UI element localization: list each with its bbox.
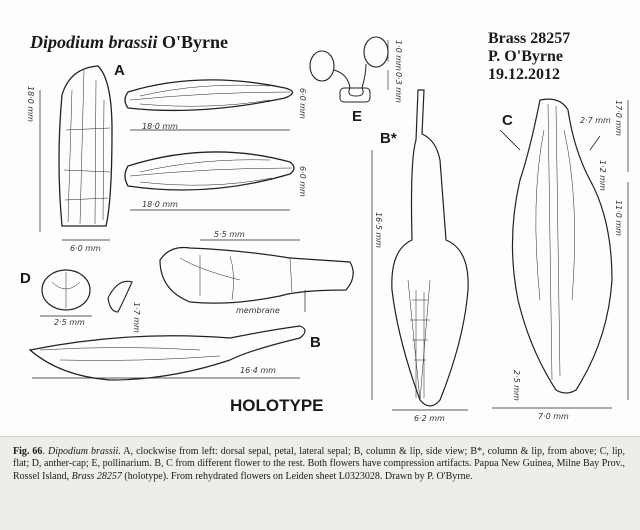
measure-dorsal-sepal-length: 18·0 mm xyxy=(26,86,35,122)
dorsal-sepal-drawing xyxy=(40,66,112,240)
collector-number: Brass 28257 xyxy=(488,30,571,47)
anther-cap-drawing xyxy=(40,270,132,316)
caption-part-3: B*, column & lip, from above; xyxy=(470,446,600,457)
caption-part-8: Brass 28257 xyxy=(71,470,122,482)
measure-pollinarium-1: 1·0 mm xyxy=(394,40,403,71)
specimen-block xyxy=(488,30,570,84)
measure-petal-width: 6·0 mm xyxy=(298,88,307,119)
caption-part-2: B, column & lip, side view; xyxy=(353,446,471,457)
measure-lip-flat-4: 11·0 mm xyxy=(614,200,623,236)
label-c: C xyxy=(502,112,513,129)
label-b-star: B* xyxy=(380,130,397,147)
measure-petal-length: 18·0 mm xyxy=(142,122,178,131)
caption-part-9: (holotype). From rehydrated flowers on Leiden sheet L0323028. Drawn by P. O'Byrne. xyxy=(121,470,473,482)
column-side-view-drawing xyxy=(160,240,353,312)
label-b: B xyxy=(310,334,321,351)
caption-part-4: C, lip, flat; xyxy=(13,446,626,470)
measure-column-length: 5·5 mm xyxy=(214,230,245,239)
measure-dorsal-sepal-width: 6·0 mm xyxy=(70,244,101,253)
label-d: D xyxy=(20,270,31,287)
label-a: A xyxy=(114,62,125,79)
species-name: Dipodium brassii xyxy=(30,32,158,52)
membrane-annotation: membrane xyxy=(236,306,280,315)
measure-lip-flat-2: 2·7 mm xyxy=(580,116,611,125)
caption-fig-number: Fig. 66 xyxy=(13,446,43,457)
measure-lip-side-length: 16·4 mm xyxy=(240,366,276,375)
measure-pollinarium-2: 0·3 mm xyxy=(394,72,403,103)
caption-part-5: D, anther-cap; xyxy=(31,458,92,470)
measure-lip-flat-5: 2·5 mm xyxy=(512,370,521,401)
caption-part-6: E, pollinarium. xyxy=(91,458,155,470)
figure-title xyxy=(30,32,228,53)
measure-lateral-sepal-length: 18·0 mm xyxy=(142,200,178,209)
figure-caption: Fig. 66. Dipodium brassii. A, clockwise from left: dorsal sepal, petal, lateral sepal; B, column & lip, side view; B*, column & lip, from above; C, lip, flat; D, anther-cap; E, pollinarium. B, C from different flower to the rest. Both flowers have compression artifacts. Papua New Guinea, Milne Bay Prov., Rossel Island, Brass 28257 (holotype). From rehydrated flowers on Leiden sheet L0323028. Drawn by P. O'Byrne. xyxy=(13,446,626,482)
measure-anther-cap-height: 1·7 mm xyxy=(132,302,141,333)
label-e: E xyxy=(352,108,363,125)
measure-anther-cap-width: 2·5 mm xyxy=(54,318,85,327)
measure-column-above-width: 6·2 mm xyxy=(414,414,445,423)
illustrator: P. O'Byrne xyxy=(488,48,563,65)
drawing-date: 19.12.2012 xyxy=(488,66,560,83)
pollinarium-drawing xyxy=(310,37,388,102)
measure-lip-flat-1: 17·0 mm xyxy=(614,100,623,136)
species-author: O'Byrne xyxy=(162,32,229,52)
measure-lip-flat-3: 1·2 mm xyxy=(598,160,607,191)
caption-species: Dipodium brassii xyxy=(48,446,119,457)
holotype-label: HOLOTYPE xyxy=(230,396,324,415)
measure-lip-flat-width: 7·0 mm xyxy=(538,412,569,421)
measure-lateral-sepal-width: 6·0 mm xyxy=(298,166,307,197)
lip-flat-drawing xyxy=(492,99,628,408)
measure-column-above-length: 16·5 mm xyxy=(374,212,383,248)
caption-part-1: . A, clockwise from left: dorsal sepal, petal, lateral sepal; xyxy=(118,446,354,457)
caption-part-7: B, C from different flower to the rest. Both flowers have compression artifacts. Papua New Guinea, Milne Bay Prov., Rossel Island, xyxy=(13,458,625,482)
